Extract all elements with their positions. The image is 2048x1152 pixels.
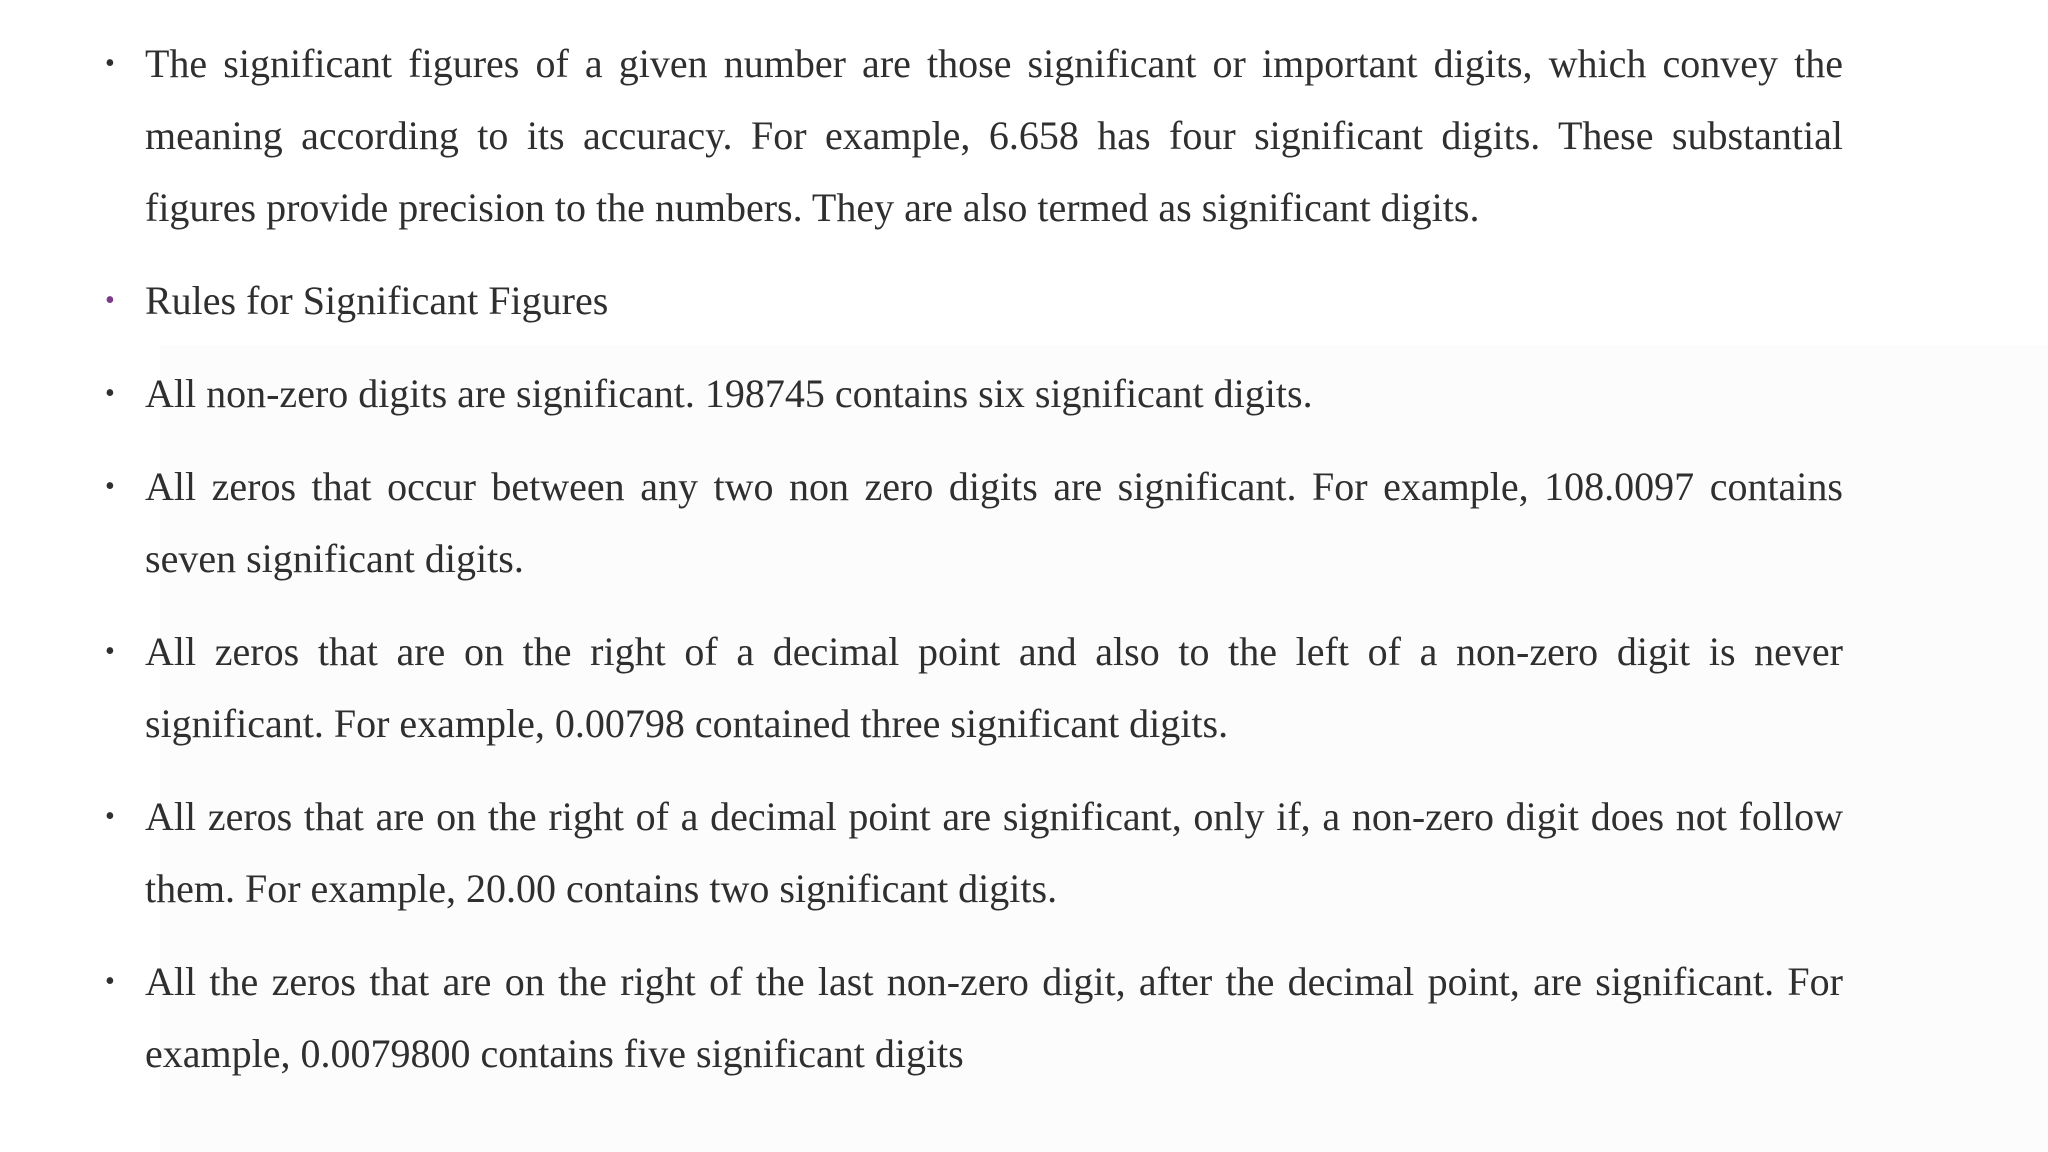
- bullet-dot-icon: •: [105, 48, 115, 79]
- bullet-item-definition: [103, 28, 1843, 244]
- bullet-item-rule-leading-zeros: [103, 616, 1843, 760]
- bullet-item-rule-between-zeros: [103, 451, 1843, 595]
- bullet-dot-icon: •: [105, 801, 115, 832]
- bullet-text: All zeros that are on the right of a decimal point and also to the left of a non-zero digit is never significant. For example, 0.00798 contained three significant digits.: [145, 629, 1843, 746]
- bullet-dot-icon: •: [105, 285, 115, 316]
- bullet-item-rules-heading: [103, 265, 1843, 337]
- bullet-text: The significant figures of a given number are those significant or important digits, which convey the meaning according to its accuracy. For example, 6.658 has four significant digits. These substantial figures provide precision to the numbers. They are also termed as significant digits.: [145, 41, 1843, 230]
- bullet-item-rule-trailing-zeros: [103, 946, 1843, 1090]
- slide-content: [103, 28, 1843, 1090]
- bullet-text: All the zeros that are on the right of the last non-zero digit, after the decimal point, are significant. For example, 0.0079800 contains five significant digits: [145, 959, 1843, 1076]
- bullet-item-rule-nonzero: [103, 358, 1843, 430]
- bullet-list: [103, 28, 1843, 1090]
- bullet-dot-icon: •: [105, 966, 115, 997]
- bullet-text: All zeros that are on the right of a decimal point are significant, only if, a non-zero digit does not follow them. For example, 20.00 contains two significant digits.: [145, 794, 1843, 911]
- bullet-dot-icon: •: [105, 471, 115, 502]
- bullet-item-rule-decimal-zeros: [103, 781, 1843, 925]
- bullet-dot-icon: •: [105, 378, 115, 409]
- bullet-text: All non-zero digits are significant. 198745 contains six significant digits.: [145, 371, 1313, 416]
- section-heading: Rules for Significant Figures: [145, 278, 609, 323]
- bullet-dot-icon: •: [105, 636, 115, 667]
- bullet-text: All zeros that occur between any two non zero digits are significant. For example, 108.0097 contains seven significant digits.: [145, 464, 1843, 581]
